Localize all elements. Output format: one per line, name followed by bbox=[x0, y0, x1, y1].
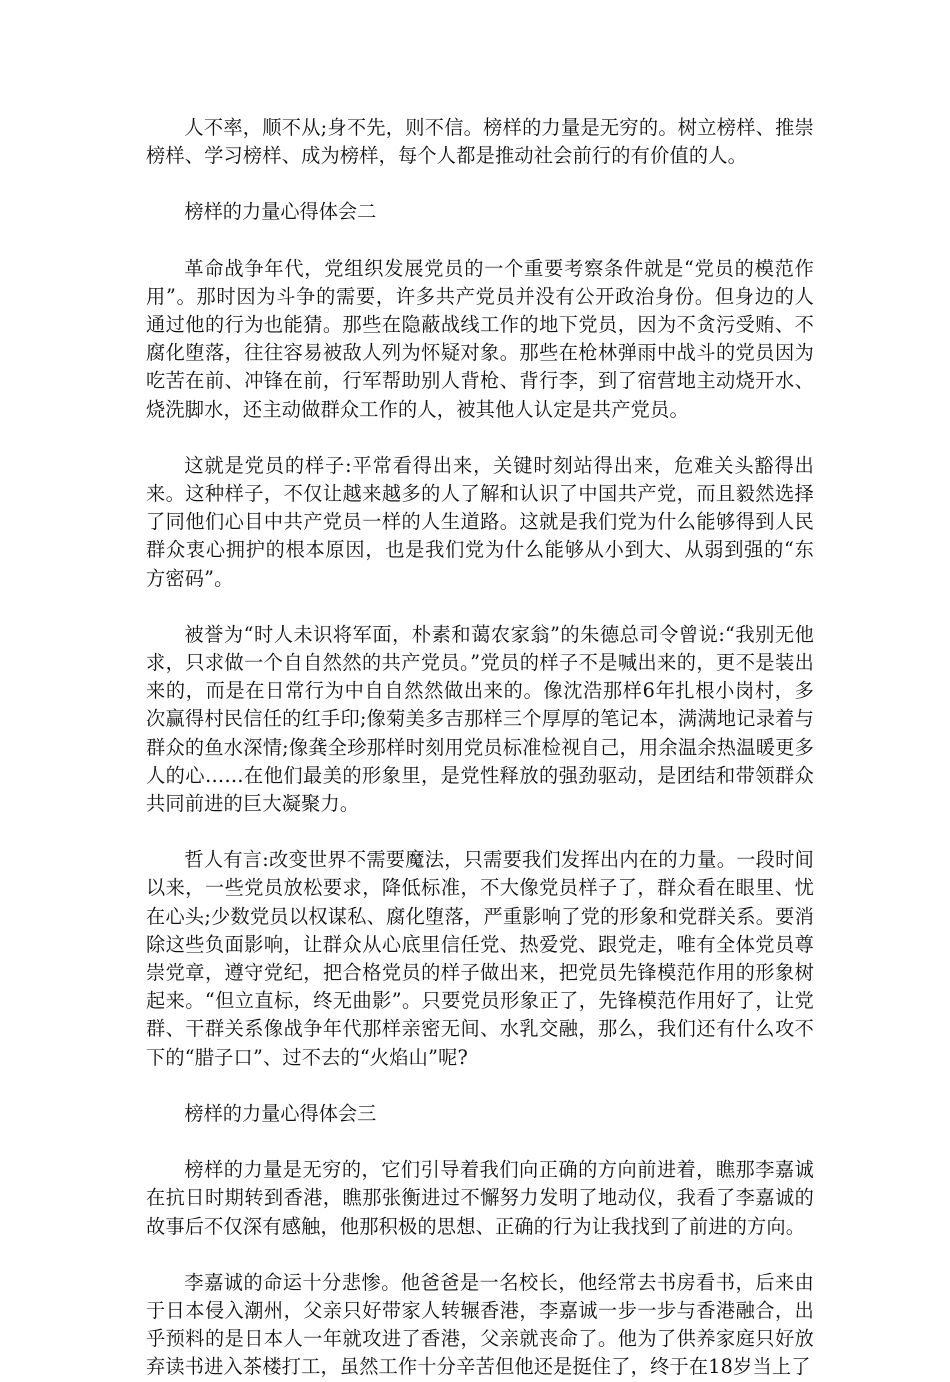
paragraph-party-member-image: 这就是党员的样子:平常看得出来，关键时刻站得出来，危难关头豁得出来。这种样子，不仅让越来越多的人了解和认识了中国共产党，而且毅然选择了同他们心目中共产党员一样的人生道路。这就是我们党为什么能够得到人民群众衷心拥护的根本原因，也是我们党为什么能够从小到大、从弱到强的“东方密码”。 bbox=[146, 453, 814, 590]
document-page bbox=[146, 114, 814, 1382]
paragraph-role-models: 榜样的力量是无穷的，它们引导着我们向正确的方向前进着，瞧那李嘉诚在抗日时期转到香港，瞧那张衡进过不懈努力发明了地动仪，我看了李嘉诚的故事后不仅深有感触，他那积极的思想、正确的行为让我找到了前进的方向。 bbox=[146, 1158, 814, 1238]
paragraph-li-ka-shing: 李嘉诚的命运十分悲惨。他爸爸是一名校长，他经常去书房看书，后来由于日本侵入潮州，父亲只好带家人转辗香港，李嘉诚一步一步与香港融合，出乎预料的是日本人一年就攻进了香港，父亲就丧命了。他为了供养家庭只好放弃读书进入茶楼打工，虽然工作十分辛苦但他还是挺住了，终于在18岁当上了 bbox=[146, 1270, 814, 1379]
section-heading-two: 榜样的力量心得体会二 bbox=[184, 200, 377, 224]
paragraph-philosopher: 哲人有言:改变世界不需要魔法，只需要我们发挥出内在的力量。一段时间以来，一些党员放松要求，降低标准，不大像党员样子了，群众看在眼里、忧在心头;少数党员以权谋私、腐化堕落，严重影响了党的形象和党群关系。要消除这些负面影响，让群众从心底里信任党、热爱党、跟党走，唯有全体党员尊崇党章，遵守党纪，把合格党员的样子做出来，把党员先锋模范作用的形象树起来。“但立直标，终无曲影”。只要党员形象正了，先锋模范作用好了，让党群、干群关系像战争年代那样亲密无间、水乳交融，那么，我们还有什么攻不下的“腊子口”、过不去的“火焰山”呢? bbox=[146, 848, 814, 1069]
paragraph-revolution-era: 革命战争年代，党组织发展党员的一个重要考察条件就是“党员的模范作用”。那时因为斗争的需要，许多共产党员并没有公开政治身份。但身边的人通过他的行为也能猜。那些在隐蔽战线工作的地下党员，因为不贪污受贿、不腐化堕落，往往容易被敌人列为怀疑对象。那些在枪林弹雨中战斗的党员因为吃苦在前、冲锋在前，行军帮助别人背枪、背行李，到了宿营地主动烧开水、烧洗脚水，还主动做群众工作的人，被其他人认定是共产党员。 bbox=[146, 256, 814, 421]
section-heading-three: 榜样的力量心得体会三 bbox=[184, 1101, 377, 1125]
paragraph-zhu-de: 被誉为“时人未识将军面，朴素和蔼农家翁”的朱德总司令曾说:“我别无他求，只求做一个自自然然的共产党员。”党员的样子不是喊出来的，更不是装出来的，而是在日常行为中自自然然做出来的。像沈浩那样6年扎根小岗村，多次赢得村民信任的红手印;像菊美多吉那样三个厚厚的笔记本，满满地记录着与群众的鱼水深情;像龚全珍那样时刻用党员标准检视自己，用余温余热温暖更多人的心……在他们最美的形象里，是党性释放的强劲驱动，是团结和带领群众共同前进的巨大凝聚力。 bbox=[146, 622, 814, 816]
paragraph-intro: 人不率，顺不从;身不先，则不信。榜样的力量是无穷的。树立榜样、推崇榜样、学习榜样、成为榜样，每个人都是推动社会前行的有价值的人。 bbox=[146, 116, 814, 168]
